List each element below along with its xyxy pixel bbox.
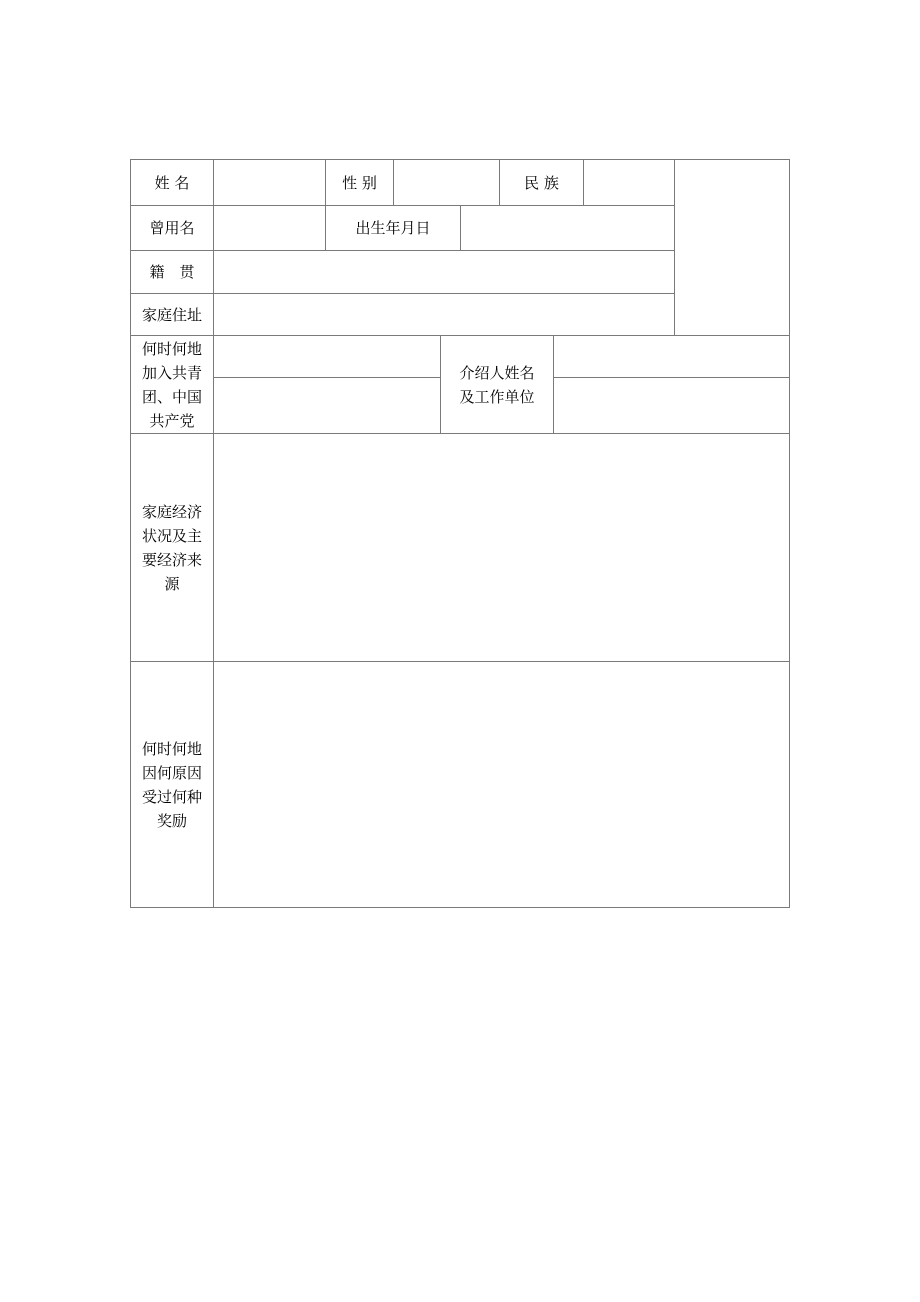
family-economy-field[interactable] [213, 433, 790, 662]
former-name-label-text: 曾用名 [149, 219, 195, 237]
birth-date-label [325, 205, 461, 251]
introducer-field-1[interactable] [553, 335, 790, 378]
introducer-field-2[interactable] [553, 377, 790, 434]
gender-label-text: 性 别 [342, 173, 377, 192]
home-address-label-text: 家庭住址 [141, 305, 202, 324]
introducer-label-text [459, 361, 534, 409]
awards-label-line: 奖励 [156, 811, 187, 830]
family-economy-label-line: 源 [164, 574, 180, 593]
join-party-label-text [142, 337, 202, 433]
join-label-line: 共产党 [149, 411, 195, 430]
native-place-label-text: 籍 贯 [149, 263, 195, 281]
birth-date-label-text: 出生年月日 [355, 219, 431, 237]
former-name-field[interactable] [213, 205, 326, 251]
home-address-field[interactable] [213, 293, 675, 336]
join-party-field-2[interactable] [213, 377, 441, 434]
awards-label-line: 因何原因 [141, 763, 202, 782]
former-name-label [130, 205, 214, 251]
registration-form [130, 159, 790, 908]
family-economy-label [130, 433, 214, 662]
home-address-label [130, 293, 214, 336]
introducer-label [440, 335, 554, 434]
name-label [130, 159, 214, 206]
awards-label [130, 661, 214, 908]
ethnicity-field[interactable] [583, 159, 675, 206]
name-label-text: 姓 名 [154, 173, 190, 192]
join-party-field-1[interactable] [213, 335, 441, 378]
name-field[interactable] [213, 159, 326, 206]
ethnicity-label [499, 159, 584, 206]
family-economy-label-line: 家庭经济 [141, 502, 202, 521]
native-place-field[interactable] [213, 250, 675, 294]
ethnicity-label-text: 民 族 [524, 173, 559, 192]
introducer-label-line: 及工作单位 [459, 387, 535, 406]
awards-label-line: 何时何地 [141, 739, 202, 758]
awards-field[interactable] [213, 661, 790, 908]
awards-label-line: 受过何种 [141, 787, 202, 806]
join-label-line: 加入共青 [141, 363, 202, 382]
family-economy-label-line: 状况及主 [141, 526, 202, 545]
join-label-line: 何时何地 [141, 339, 202, 358]
gender-field[interactable] [393, 159, 500, 206]
awards-label-text [142, 737, 202, 833]
join-party-label [130, 335, 214, 434]
native-place-label [130, 250, 214, 294]
introducer-label-line: 介绍人姓名 [459, 363, 535, 382]
photo-box[interactable] [674, 159, 790, 336]
family-economy-label-line: 要经济来 [141, 550, 202, 569]
gender-label [325, 159, 394, 206]
birth-date-field[interactable] [460, 205, 675, 251]
join-label-line: 团、中国 [141, 387, 202, 406]
family-economy-label-text [142, 500, 202, 596]
